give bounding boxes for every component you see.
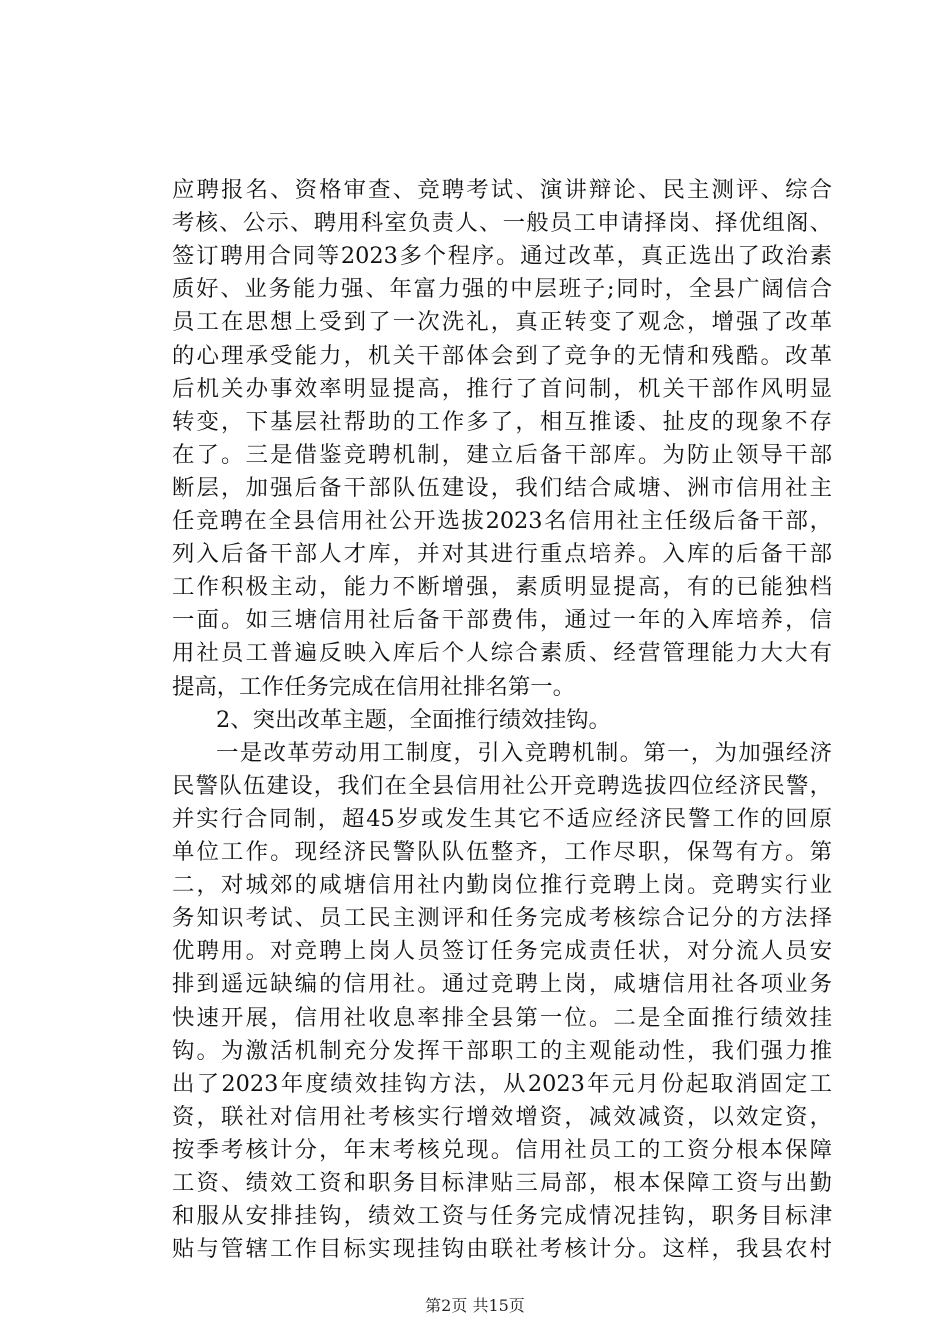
text-line-8: 转变，下基层社帮助的工作多了，相互推诿、扯皮的现象不存 <box>172 409 832 435</box>
text-line-19: 民警队伍建设，我们在全县信用社公开竞聘选拔四位经济民警， <box>172 773 832 799</box>
text-line-33: 贴与管辖工作目标实现挂钩由联社考核计分。这样，我县农村 <box>172 1236 832 1262</box>
text-line-29: 资，联社对信用社考核实行增效增资，减效减资，以效定资， <box>172 1104 832 1130</box>
text-line-27: 钩。为激活机制充分发挥干部职工的主观能动性，我们强力推 <box>172 1038 832 1064</box>
text-line-20: 并实行合同制，超45岁或发生其它不适应经济民警工作的回原 <box>172 806 832 832</box>
page-number-footer: 第2页 共15页 <box>425 1296 525 1315</box>
text-line-11: 任竞聘在全县信用社公开选拔2023名信用社主任级后备干部， <box>172 508 832 534</box>
text-line-5: 员工在思想上受到了一次洗礼，真正转变了观念，增强了改革 <box>172 309 832 335</box>
text-line-21: 单位工作。现经济民警队队伍整齐，工作尽职，保驾有方。第 <box>172 839 832 865</box>
text-line-6: 的心理承受能力，机关干部体会到了竞争的无情和残酷。改革 <box>172 343 832 369</box>
text-line-26: 快速开展，信用社收息率排全县第一位。二是全面推行绩效挂 <box>172 1005 832 1031</box>
text-line-25: 排到遥远缺编的信用社。通过竞聘上岗，咸塘信用社各项业务 <box>172 971 832 997</box>
text-line-30: 按季考核计分，年末考核兑现。信用社员工的工资分根本保障 <box>172 1137 832 1163</box>
text-line-32: 和服从安排挂钩，绩效工资与任务完成情况挂钩，职务目标津 <box>172 1203 832 1229</box>
text-line-4: 质好、业务能力强、年富力强的中层班子;同时，全县广阔信合 <box>172 276 832 302</box>
text-line-15: 用社员工普遍反映入库后个人综合素质、经营管理能力大大有 <box>172 640 832 666</box>
text-line-18: 一是改革劳动用工制度，引入竞聘机制。第一，为加强经济 <box>216 740 832 766</box>
text-line-3: 签订聘用合同等2023多个程序。通过改革，真正选出了政治素 <box>172 243 832 269</box>
text-line-7: 后机关办事效率明显提高，推行了首问制，机关干部作风明显 <box>172 376 832 402</box>
text-line-24: 优聘用。对竞聘上岗人员签订任务完成责任状，对分流人员安 <box>172 938 832 964</box>
section-heading: 2、突出改革主题，全面推行绩效挂钩。 <box>216 707 611 733</box>
text-line-14: 一面。如三塘信用社后备干部费伟，通过一年的入库培养，信 <box>172 607 832 633</box>
text-line-28: 出了2023年度绩效挂钩方法，从2023年元月份起取消固定工 <box>172 1071 832 1097</box>
text-line-10: 断层，加强后备干部队伍建设，我们结合咸塘、洲市信用社主 <box>172 475 832 501</box>
text-line-23: 务知识考试、员工民主测评和任务完成考核综合记分的方法择 <box>172 905 832 931</box>
text-line-2: 考核、公示、聘用科室负责人、一般员工申请择岗、择优组阁、 <box>172 210 832 236</box>
text-line-31: 工资、绩效工资和职务目标津贴三局部，根本保障工资与出勤 <box>172 1170 832 1196</box>
text-line-16: 提高，工作任务完成在信用社排名第一。 <box>172 674 576 700</box>
text-line-12: 列入后备干部人才库，并对其进行重点培养。入库的后备干部 <box>172 541 832 567</box>
text-line-13: 工作积极主动，能力不断增强，素质明显提高，有的已能独档 <box>172 574 832 600</box>
text-line-22: 二，对城郊的咸塘信用社内勤岗位推行竞聘上岗。竞聘实行业 <box>172 872 832 898</box>
text-line-9: 在了。三是借鉴竞聘机制，建立后备干部库。为防止领导干部 <box>172 442 832 468</box>
text-line-1: 应聘报名、资格审查、竞聘考试、演讲辩论、民主测评、综合 <box>172 177 832 203</box>
